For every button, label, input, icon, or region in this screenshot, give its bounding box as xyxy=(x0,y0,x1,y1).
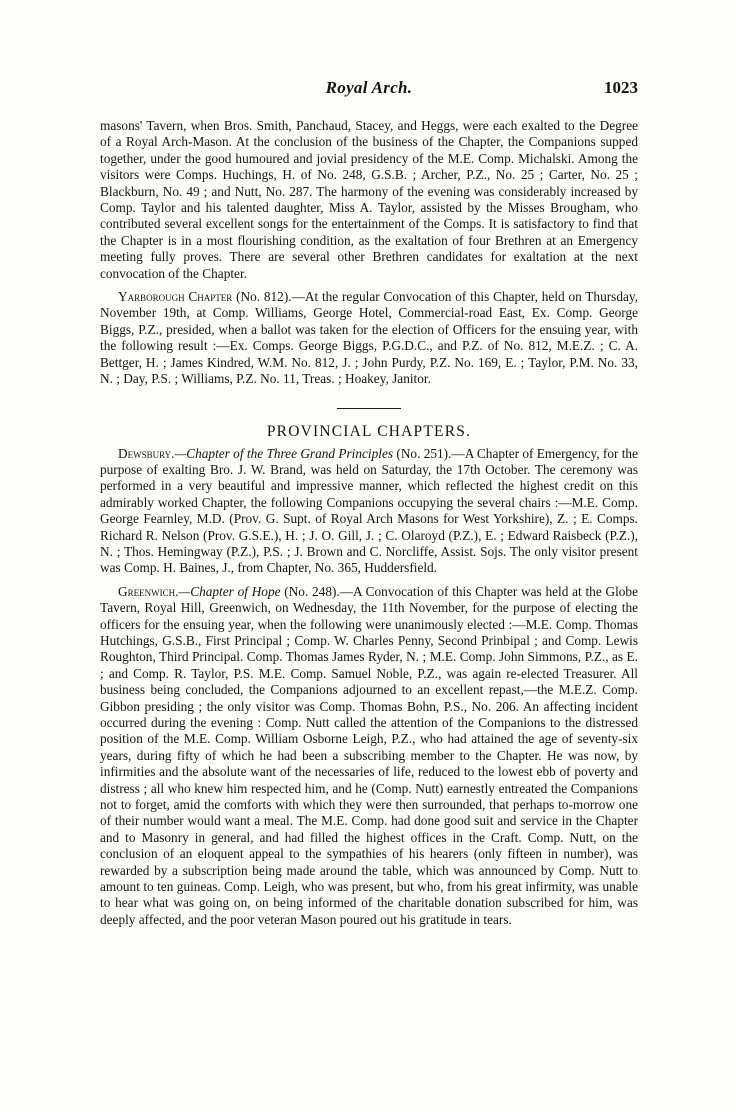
chapter-name: Yarborough Chapter xyxy=(118,289,233,305)
paragraph-text: (No. 812).—At the regular Convocation of this Chapter, held on Thursday, November 19th, at Comp. Williams, George Hotel, Commercial-road East, Ex. Comp. George Biggs, P.Z., presided, when a ballot was taken for the election of Officers for the ensuing year, with the following result :—Ex. Comps. George Biggs, P.G.D.C., and P.Z. of No. 812, M.E.Z. ; C. A. Bettger, H. ; James Kindred, W.M. No. 812, J. ; John Purdy, P.Z. No. 169, E. ; Taylor, P.M. No. 33, N. ; Day, P.S. ; Williams, P.Z. No. 11, Treas. ; Hoakey, Janitor. xyxy=(100,289,638,387)
section-heading: PROVINCIAL CHAPTERS. xyxy=(266,422,472,440)
paragraph-text: (No. 251).—A Chapter of Emergency, for the purpose of exalting Bro. J. W. Brand, was held on Saturday, the 17th October. The ceremony was performed in a very beautiful and impressive manner, which reflected the highest credit on this admirably worked Chapter, the following Companions occupying the several chairs :—M.E. Comp. George Fearnley, M.D. (Prov. G. Supt. of Royal Arch Masons for West Yorkshire), Z. ; E. Comps. Richard R. Nelson (Prov. G.S.E.), H. ; J. O. Gill, J. ; C. Olaroyd (P.Z.), E. ; Edward Raisbeck (P.Z.), N. ; Thos. Hemingway (P.Z.), P.S. ; J. Brown and C. Norcliffe, Assist. Sojs. The only visitor present was Comp. H. Baines, J., from Chapter, No. 365, Huddersfield. xyxy=(100,445,638,576)
article-body xyxy=(100,118,638,935)
place-name: Greenwich. xyxy=(118,583,179,599)
page-number: 1023 xyxy=(604,78,638,97)
running-title: Royal Arch. xyxy=(325,78,413,97)
page-header xyxy=(100,78,638,102)
chapter-title: —Chapter of Hope xyxy=(178,583,281,599)
paragraph-yarborough-chapter xyxy=(100,289,638,387)
place-name: Dewsbury. xyxy=(118,445,175,461)
paragraph-greenwich xyxy=(100,584,638,929)
paragraph-dewsbury xyxy=(100,446,638,577)
chapter-title: —Chapter of the Three Grand Principles xyxy=(174,445,394,461)
paragraph-text: (No. 248).—A Convocation of this Chapter was held at the Globe Tavern, Royal Hill, Greenwich, on Wednesday, the 11th November, for the purpose of electing the officers for the ensuing year, when the following were unanimously elected :—M.E. Comp. Thomas Hutchings, G.S.B., First Principal ; Comp. W. Charles Penny, Second Prinbipal ; and Comp. Lewis Roughton, Third Principal. Comp. Thomas James Ryder, N. ; M.E. Comp. John Simmons, P.Z., as E. ; and Comp. R. Taylor, P.S. M.E. Comp. Samuel Noble, P.Z., was again re-elected Treasurer. All business being concluded, the Companions adjourned to an excellent repast,—the M.E.Z. Comp. Gibbon presiding ; the only visitor was Comp. Thomas Bohn, P.S., No. 206. An affecting incident occurred during the evening : Comp. Nutt called the attention of the Companions to the distressed position of the M.E. Comp. William Osborne Leigh, P.Z., who had attained the age of seventy-six years, during fifty of which he had been a subscribing member to the Chapter. He was now, by infirmities and the absolute want of the necessaries of life, reduced to the lowest ebb of poverty and distress ; all who knew him respected him, and he (Comp. Nutt) earnestly entreated the Companions not to forget, amid the comforts with which they were then surrounded, that perhaps to-morrow one of their number would want a meal. The M.E. Comp. had done good suit and service in the Chapter and to Masonry in general, and had filled the highest offices in the Craft. Comp. Nutt, on the conclusion of an eloquent appeal to the sympathies of his hearers (only fifteen in number), was rewarded by a subscription being made around the table, which was announced by Comp. Nutt to amount to ten guineas. Comp. Leigh, who was present, but who, from his great infirmity, was unable to hear what was going on, on being informed of the charitable donation subscribed for him, was deeply affected, and the poor veteran Mason poured out his gratitude in tears. xyxy=(100,583,638,927)
section-divider xyxy=(337,408,401,409)
paragraph-text: masons' Tavern, when Bros. Smith, Panchaud, Stacey, and Heggs, were each exalted to the Degree of a Royal Arch-Mason. At the conclusion of the business of the Chapter, the Companions supped together, under the good humoured and jovial presidency of the M.E. Comp. Michalski. Among the visitors were Comps. Huchings, H. of No. 248, G.S.B. ; Archer, P.Z., No. 25 ; Carter, No. 25 ; Blackburn, No. 49 ; and Nutt, No. 287. The harmony of the evening was considerably increased by Comp. Taylor and his talented daughter, Miss A. Taylor, assisted by the Misses Brougham, who contributed several excellent songs for the entertainment of the Comps. It is satisfactory to find that the Chapter is in a most flourishing condition, as the exaltation of four Brethren at an Emergency meeting fully proves. There are several other Brethren candidates for exaltation at the next convocation of the Chapter. xyxy=(100,118,638,281)
paragraph-continuation xyxy=(100,118,638,282)
